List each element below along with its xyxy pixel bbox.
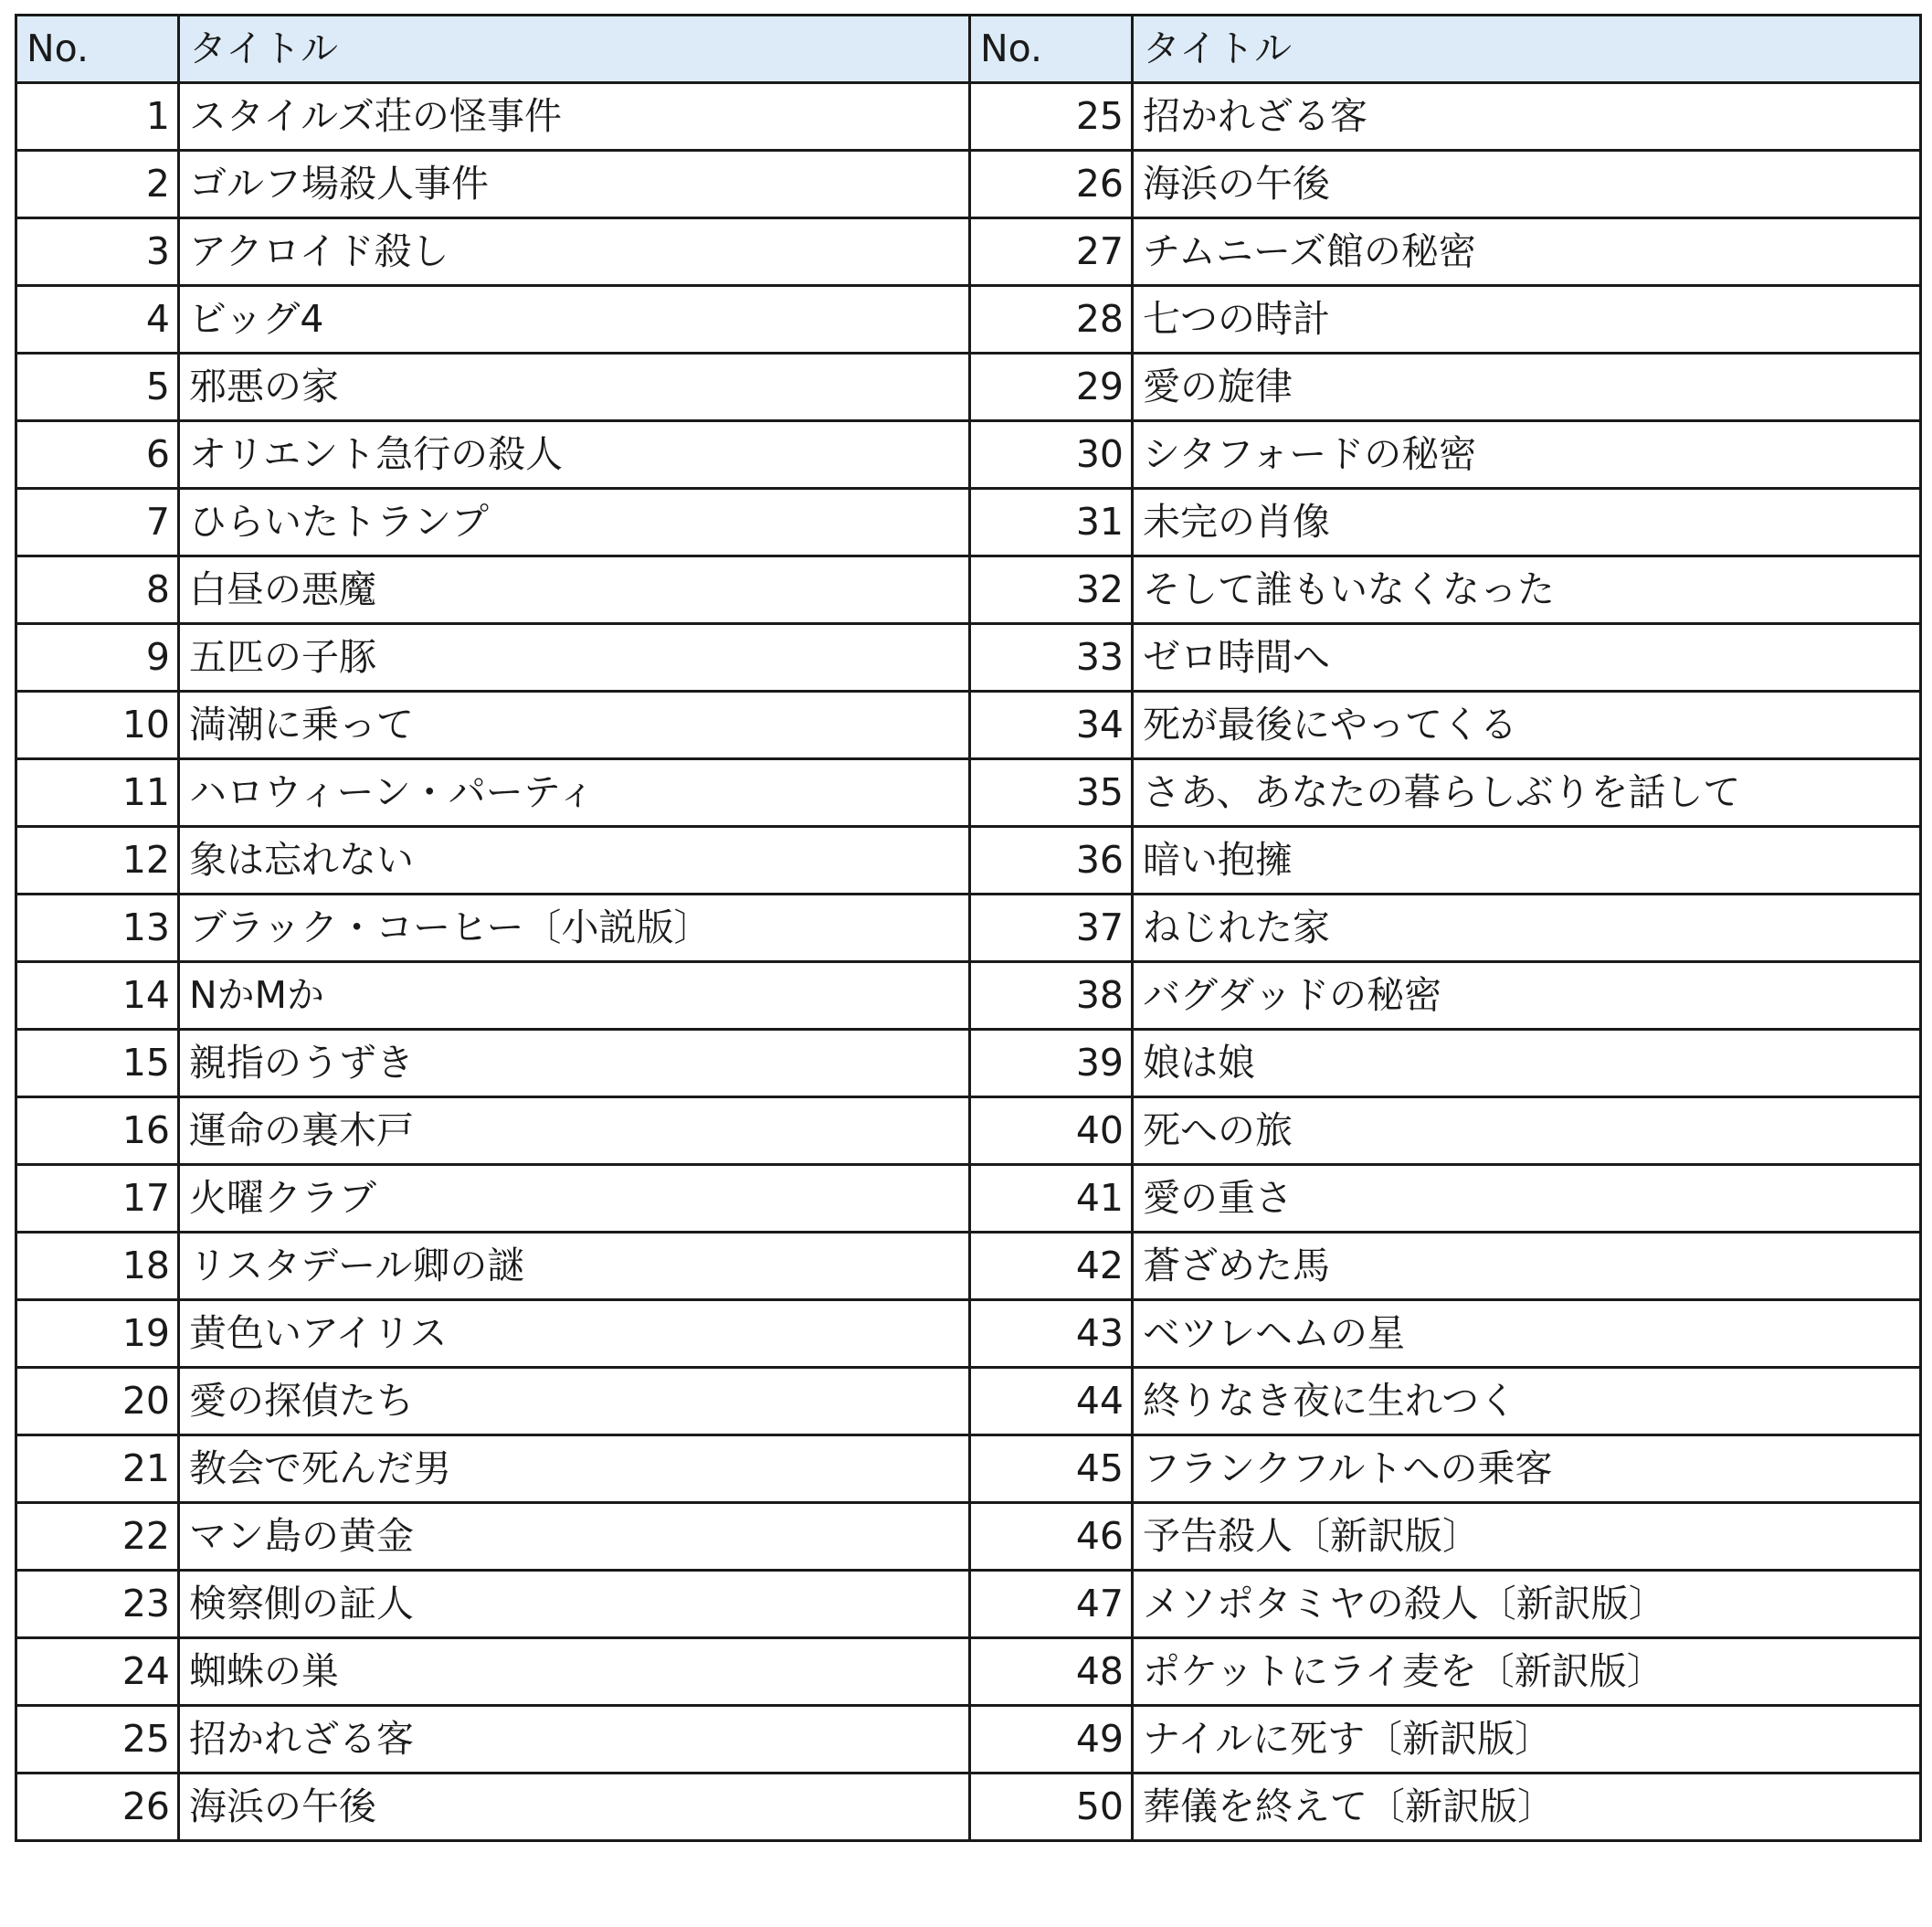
left-no-cell: 12 xyxy=(16,827,179,895)
right-no-cell: 42 xyxy=(970,1233,1133,1300)
left-title-cell: 教会で死んだ男 xyxy=(179,1435,970,1503)
left-no-cell: 16 xyxy=(16,1097,179,1165)
right-title-cell: 死への旅 xyxy=(1133,1097,1921,1165)
right-title-cell: ゼロ時間へ xyxy=(1133,624,1921,692)
right-title-cell: 蒼ざめた馬 xyxy=(1133,1233,1921,1300)
left-no-cell: 20 xyxy=(16,1368,179,1435)
left-title-cell: ハロウィーン・パーティ xyxy=(179,759,970,827)
right-no-cell: 31 xyxy=(970,489,1133,556)
right-no-cell: 40 xyxy=(970,1097,1133,1165)
table-row xyxy=(16,1503,1921,1571)
right-title-cell: バグダッドの秘密 xyxy=(1133,962,1921,1030)
left-no-cell: 9 xyxy=(16,624,179,692)
right-title-cell: 愛の重さ xyxy=(1133,1165,1921,1233)
table-row xyxy=(16,151,1921,218)
right-no-cell: 46 xyxy=(970,1503,1133,1571)
left-no-cell: 17 xyxy=(16,1165,179,1233)
left-title-cell: 海浜の午後 xyxy=(179,1773,970,1841)
table-row xyxy=(16,286,1921,354)
header-title-left: タイトル xyxy=(179,16,970,83)
right-title-cell: ポケットにライ麦を〔新訳版〕 xyxy=(1133,1638,1921,1706)
left-no-cell: 13 xyxy=(16,895,179,962)
left-title-cell: 火曜クラブ xyxy=(179,1165,970,1233)
right-no-cell: 26 xyxy=(970,151,1133,218)
right-no-cell: 34 xyxy=(970,692,1133,759)
table-row xyxy=(16,1773,1921,1841)
left-title-cell: ビッグ4 xyxy=(179,286,970,354)
table-body xyxy=(16,83,1921,1841)
left-title-cell: マン島の黄金 xyxy=(179,1503,970,1571)
right-title-cell: 海浜の午後 xyxy=(1133,151,1921,218)
right-no-cell: 44 xyxy=(970,1368,1133,1435)
table-row xyxy=(16,1030,1921,1097)
left-title-cell: スタイルズ荘の怪事件 xyxy=(179,83,970,151)
left-no-cell: 23 xyxy=(16,1571,179,1638)
right-title-cell: ねじれた家 xyxy=(1133,895,1921,962)
left-title-cell: 蜘蛛の巣 xyxy=(179,1638,970,1706)
right-no-cell: 38 xyxy=(970,962,1133,1030)
right-no-cell: 45 xyxy=(970,1435,1133,1503)
left-no-cell: 21 xyxy=(16,1435,179,1503)
right-title-cell: 愛の旋律 xyxy=(1133,354,1921,421)
table-row xyxy=(16,1638,1921,1706)
right-no-cell: 43 xyxy=(970,1300,1133,1368)
table-row xyxy=(16,489,1921,556)
right-title-cell: ナイルに死す〔新訳版〕 xyxy=(1133,1706,1921,1773)
right-no-cell: 36 xyxy=(970,827,1133,895)
right-title-cell: フランクフルトへの乗客 xyxy=(1133,1435,1921,1503)
left-title-cell: リスタデール卿の謎 xyxy=(179,1233,970,1300)
table-row xyxy=(16,83,1921,151)
table-row xyxy=(16,556,1921,624)
table-row xyxy=(16,692,1921,759)
right-no-cell: 25 xyxy=(970,83,1133,151)
right-no-cell: 33 xyxy=(970,624,1133,692)
right-no-cell: 29 xyxy=(970,354,1133,421)
table-row xyxy=(16,962,1921,1030)
left-title-cell: 愛の探偵たち xyxy=(179,1368,970,1435)
left-title-cell: アクロイド殺し xyxy=(179,218,970,286)
left-no-cell: 24 xyxy=(16,1638,179,1706)
left-no-cell: 19 xyxy=(16,1300,179,1368)
table-row xyxy=(16,895,1921,962)
right-title-cell: 暗い抱擁 xyxy=(1133,827,1921,895)
table-row xyxy=(16,354,1921,421)
header-no-left: No. xyxy=(16,16,179,83)
table-row xyxy=(16,624,1921,692)
right-title-cell: 葬儀を終えて〔新訳版〕 xyxy=(1133,1773,1921,1841)
table-row xyxy=(16,1706,1921,1773)
right-no-cell: 50 xyxy=(970,1773,1133,1841)
right-no-cell: 41 xyxy=(970,1165,1133,1233)
left-no-cell: 1 xyxy=(16,83,179,151)
left-title-cell: 象は忘れない xyxy=(179,827,970,895)
table-row xyxy=(16,827,1921,895)
right-no-cell: 32 xyxy=(970,556,1133,624)
right-title-cell: シタフォードの秘密 xyxy=(1133,421,1921,489)
left-no-cell: 15 xyxy=(16,1030,179,1097)
left-no-cell: 26 xyxy=(16,1773,179,1841)
table-header xyxy=(16,16,1921,83)
left-no-cell: 3 xyxy=(16,218,179,286)
table-row xyxy=(16,1368,1921,1435)
right-title-cell: 七つの時計 xyxy=(1133,286,1921,354)
left-title-cell: ゴルフ場殺人事件 xyxy=(179,151,970,218)
left-title-cell: 白昼の悪魔 xyxy=(179,556,970,624)
book-list-table xyxy=(15,14,1922,1842)
right-no-cell: 39 xyxy=(970,1030,1133,1097)
right-title-cell: ベツレヘムの星 xyxy=(1133,1300,1921,1368)
left-no-cell: 6 xyxy=(16,421,179,489)
right-no-cell: 37 xyxy=(970,895,1133,962)
left-title-cell: 黄色いアイリス xyxy=(179,1300,970,1368)
right-title-cell: 終りなき夜に生れつく xyxy=(1133,1368,1921,1435)
left-no-cell: 2 xyxy=(16,151,179,218)
left-no-cell: 5 xyxy=(16,354,179,421)
left-title-cell: NかMか xyxy=(179,962,970,1030)
left-title-cell: 親指のうずき xyxy=(179,1030,970,1097)
right-no-cell: 35 xyxy=(970,759,1133,827)
left-title-cell: 招かれざる客 xyxy=(179,1706,970,1773)
right-title-cell: 娘は娘 xyxy=(1133,1030,1921,1097)
header-no-right: No. xyxy=(970,16,1133,83)
left-title-cell: オリエント急行の殺人 xyxy=(179,421,970,489)
table-row xyxy=(16,759,1921,827)
header-title-right: タイトル xyxy=(1133,16,1921,83)
right-title-cell: さあ、あなたの暮らしぶりを話して xyxy=(1133,759,1921,827)
right-no-cell: 28 xyxy=(970,286,1133,354)
left-no-cell: 14 xyxy=(16,962,179,1030)
right-title-cell: 未完の肖像 xyxy=(1133,489,1921,556)
left-no-cell: 10 xyxy=(16,692,179,759)
left-no-cell: 22 xyxy=(16,1503,179,1571)
left-no-cell: 11 xyxy=(16,759,179,827)
right-no-cell: 48 xyxy=(970,1638,1133,1706)
left-no-cell: 8 xyxy=(16,556,179,624)
right-no-cell: 30 xyxy=(970,421,1133,489)
table-row xyxy=(16,1300,1921,1368)
left-title-cell: 運命の裏木戸 xyxy=(179,1097,970,1165)
table-row xyxy=(16,421,1921,489)
right-title-cell: そして誰もいなくなった xyxy=(1133,556,1921,624)
right-title-cell: メソポタミヤの殺人〔新訳版〕 xyxy=(1133,1571,1921,1638)
right-title-cell: チムニーズ館の秘密 xyxy=(1133,218,1921,286)
table-row xyxy=(16,218,1921,286)
table-row xyxy=(16,1097,1921,1165)
left-no-cell: 18 xyxy=(16,1233,179,1300)
header-row xyxy=(16,16,1921,83)
left-title-cell: ブラック・コーヒー〔小説版〕 xyxy=(179,895,970,962)
left-no-cell: 7 xyxy=(16,489,179,556)
right-title-cell: 招かれざる客 xyxy=(1133,83,1921,151)
table-row xyxy=(16,1233,1921,1300)
left-title-cell: 五匹の子豚 xyxy=(179,624,970,692)
left-no-cell: 4 xyxy=(16,286,179,354)
right-no-cell: 27 xyxy=(970,218,1133,286)
table-row xyxy=(16,1435,1921,1503)
right-title-cell: 予告殺人〔新訳版〕 xyxy=(1133,1503,1921,1571)
left-title-cell: 満潮に乗って xyxy=(179,692,970,759)
left-title-cell: 検察側の証人 xyxy=(179,1571,970,1638)
left-no-cell: 25 xyxy=(16,1706,179,1773)
left-title-cell: 邪悪の家 xyxy=(179,354,970,421)
left-title-cell: ひらいたトランプ xyxy=(179,489,970,556)
right-title-cell: 死が最後にやってくる xyxy=(1133,692,1921,759)
table-row xyxy=(16,1571,1921,1638)
right-no-cell: 47 xyxy=(970,1571,1133,1638)
table-row xyxy=(16,1165,1921,1233)
right-no-cell: 49 xyxy=(970,1706,1133,1773)
